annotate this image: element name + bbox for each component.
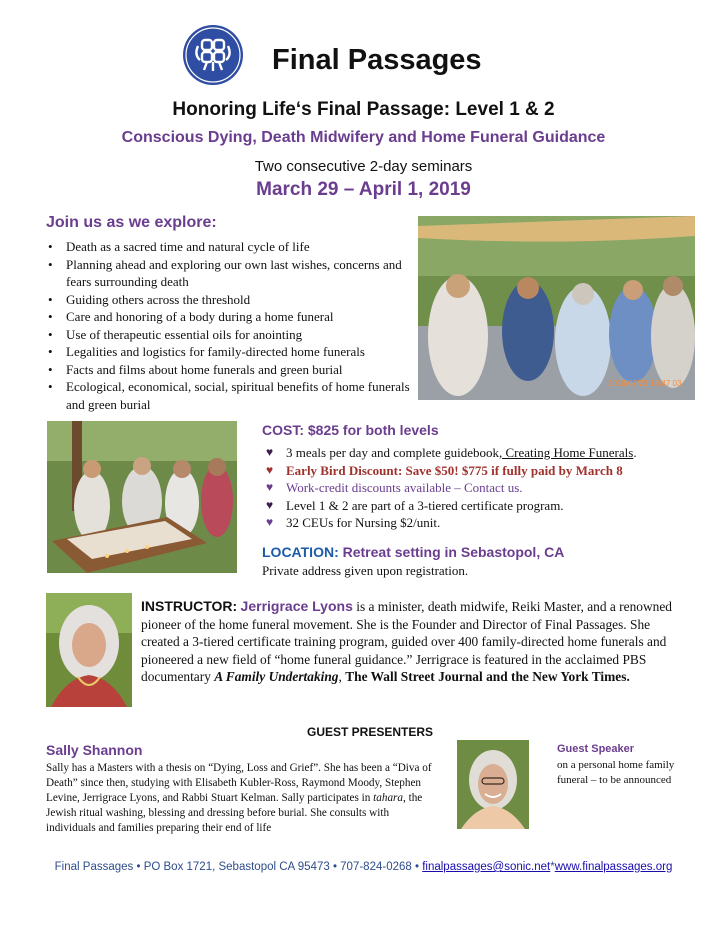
- explore-heading: Join us as we explore:: [46, 214, 217, 231]
- instructor-label: INSTRUCTOR:: [141, 598, 238, 614]
- group-workshop-photo: [418, 216, 695, 400]
- cost-heading: COST: $825 for both levels: [262, 422, 439, 438]
- explore-list: [46, 238, 416, 413]
- instructor-photo: [46, 593, 132, 707]
- press-mentions: The Wall Street Journal and the New York Times.: [345, 669, 630, 684]
- instructor-name: Jerrigrace Lyons: [240, 598, 353, 614]
- website-link[interactable]: www.finalpassages.org: [554, 861, 673, 873]
- subtitle: Conscious Dying, Death Midwifery and Home Funeral Guidance: [121, 129, 606, 146]
- heart-icon: ♥: [266, 497, 274, 512]
- photo-timestamp: 2016/07/23 13:47 03: [608, 379, 682, 388]
- sally-bio: Sally has a Masters with a thesis on “Dying, Loss and Grief”. She has been a “Diva of Death” since then, studying with Elisabeth Kubler-Ross, Raymond Moody, Stephen Levine, Jerrigrace Lyons, and Rabbi Stuart Kelman. Sally participates in tahara, the Jewish ritual washing, blessing and dressing before burial. She consults with individuals and families preparing their end of life: [46, 762, 432, 834]
- location-note: Private address given upon registration.: [262, 563, 469, 578]
- list-item: [262, 479, 722, 497]
- sally-shannon-photo: [457, 740, 529, 829]
- film-title: A Family Undertaking: [214, 669, 339, 684]
- list-item: ♥ 3 meals per day and complete guidebook, Creating Home Funerals.: [266, 445, 637, 460]
- work-credit-text: Work-credit discounts available – Contact us.: [286, 480, 523, 495]
- guest-speaker-label: Guest Speaker: [557, 743, 635, 755]
- org-name: Final Passages: [272, 44, 482, 76]
- heart-icon: ♥: [266, 462, 274, 477]
- location-label: LOCATION:: [262, 544, 339, 560]
- heart-icon: ♥: [266, 515, 274, 529]
- seminar-description: Two consecutive 2-day seminars: [254, 158, 473, 175]
- page-title: Honoring Life‘s Final Passage: Level 1 & 2: [172, 99, 555, 120]
- list-item: • Planning ahead and exploring our own last wishes, concerns and fears surrounding death: [46, 256, 416, 291]
- location-value: Retreat setting in Sebastopol, CA: [342, 544, 565, 560]
- list-item: • Facts and films about home funerals and green burial: [46, 361, 416, 379]
- early-bird-text: Early Bird Discount: Save $50! $775 if fully paid by March 8: [286, 462, 623, 478]
- seminar-dates: March 29 – April 1, 2019: [256, 179, 471, 200]
- list-item: • Use of therapeutic essential oils for anointing: [46, 326, 416, 344]
- heart-icon: ♥: [266, 445, 274, 459]
- list-item: • Death as a sacred time and natural cycle of life: [46, 238, 416, 256]
- list-item: • Guiding others across the threshold: [46, 291, 416, 309]
- heart-icon: ♥: [266, 480, 274, 494]
- list-item: [262, 462, 722, 480]
- cost-list: [262, 444, 722, 532]
- tahara-term: tahara: [373, 792, 403, 804]
- footer-address: Final Passages • PO Box 1721, Sebastopol CA 95473 • 707-824-0268 •: [54, 861, 423, 873]
- list-item: • Care and honoring of a body during a home funeral: [46, 308, 416, 326]
- casket-ceremony-photo: [47, 421, 237, 573]
- guest-presenters-heading: GUEST PRESENTERS: [307, 725, 434, 739]
- list-item: ♥ 32 CEUs for Nursing $2/unit.: [266, 515, 441, 530]
- instructor-bio: INSTRUCTOR: Jerrigrace Lyons is a minister, death midwife, Reiki Master, and a renowned pioneer of the home funeral movement. She is the Founder and Director of Final Passages. She created a 3-tiered certificate training program, guided over 400 family-directed home funerals and pioneered a new field of “home funeral guidance.” Jerrigrace is featured in the acclaimed PBS documentary A Family Undertaking, The Wall Street Journal and the New York Times.: [141, 598, 672, 684]
- footer: Final Passages • PO Box 1721, Sebastopol CA 95473 • 707-824-0268 • finalpassages@sonic.net*www.finalpassages.org: [54, 861, 673, 873]
- sally-name: Sally Shannon: [46, 742, 143, 758]
- email-link[interactable]: finalpassages@sonic.net: [422, 861, 551, 873]
- list-item: • Ecological, economical, social, spiritual benefits of home funerals and green burial: [46, 378, 416, 413]
- guidebook-title: , Creating Home Funerals: [499, 445, 634, 460]
- list-item: ♥ Level 1 & 2 are part of a 3-tiered certificate program.: [266, 497, 564, 513]
- guest-speaker-desc: on a personal home family funeral – to be announced: [557, 759, 675, 786]
- location-line: [262, 544, 564, 560]
- celtic-knot-logo: [182, 24, 244, 86]
- list-item: • Legalities and logistics for family-directed home funerals: [46, 343, 416, 361]
